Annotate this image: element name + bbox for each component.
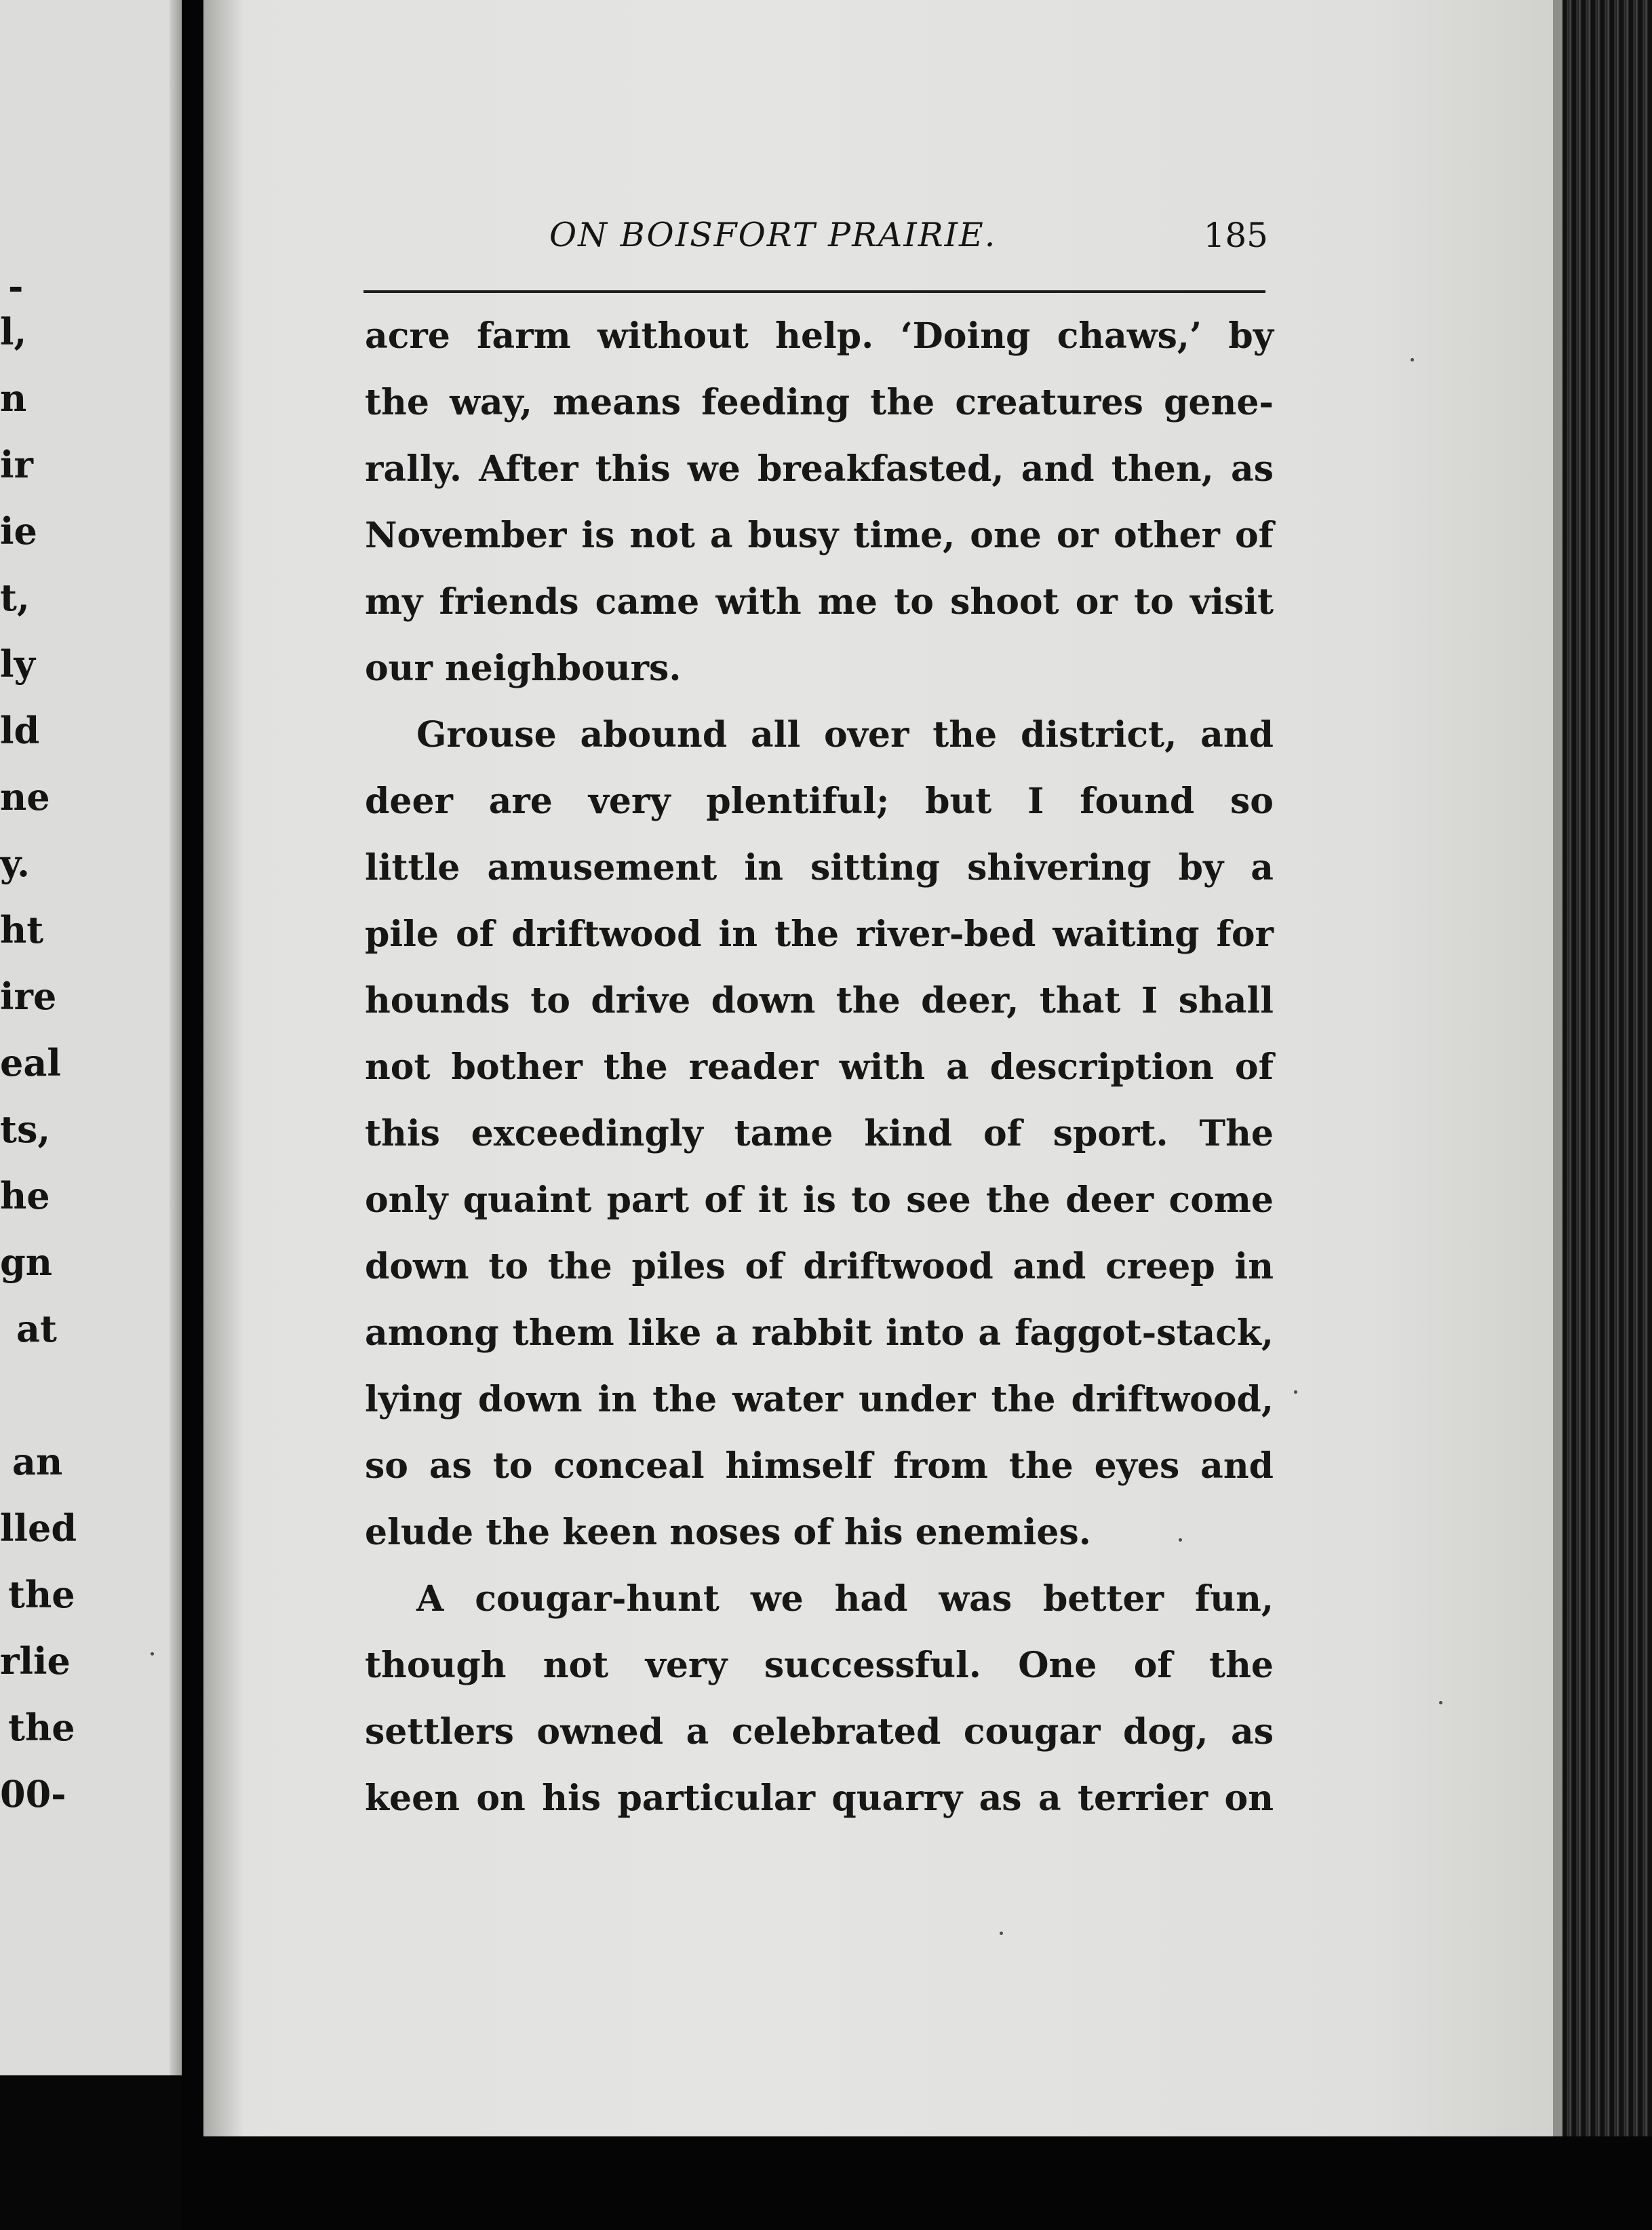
left-page-line: rlie: [0, 1639, 71, 1683]
text-line: pile of driftwood in the river-bed waiting for: [365, 914, 1274, 955]
text-line: little amusement in sitting shivering by a: [365, 847, 1274, 888]
left-page-line: ir: [0, 443, 33, 486]
left-page-line: n: [0, 376, 27, 420]
text-line: though not very successful. One of the: [365, 1645, 1274, 1686]
left-page-line: ie: [0, 509, 37, 553]
paper-speck: [1000, 1932, 1003, 1935]
page-header: [366, 216, 1268, 270]
text-line: down to the piles of driftwood and creep in: [365, 1246, 1274, 1287]
left-page-line: t,: [0, 576, 30, 619]
text-line: acre farm without help. ‘Doing chaws,’ by: [365, 315, 1274, 357]
left-page-line: ht: [0, 908, 44, 952]
paper-speck: [1294, 1390, 1297, 1394]
text-line: lying down in the water under the driftwood,: [365, 1379, 1274, 1420]
text-line: deer are very plentiful; but I found so: [365, 781, 1274, 822]
text-line: this exceedingly tame kind of sport. The: [365, 1113, 1274, 1154]
header-rule: [363, 290, 1265, 293]
text-line: elude the keen noses of his enemies.: [365, 1512, 1091, 1553]
paper-speck: [151, 1652, 154, 1656]
left-page-line: ire: [0, 975, 57, 1018]
page-number: 185: [1203, 216, 1268, 255]
text-line: rally. After this we breakfasted, and then, as: [365, 448, 1274, 490]
text-line: among them like a rabbit into a faggot-stack,: [365, 1312, 1274, 1354]
text-line: my friends came with me to shoot or to visit: [365, 581, 1274, 623]
scan-bottom-edge: [203, 2136, 1652, 2230]
running-head: ON BOISFORT PRAIRIE.: [549, 216, 997, 254]
paper-speck: [1411, 358, 1414, 361]
text-line: Grouse abound all over the district, and: [416, 714, 1274, 756]
left-page-line: ld: [0, 709, 40, 752]
text-line: keen on his particular quarry as a terrier on: [365, 1778, 1274, 1819]
left-page-line: ly: [0, 642, 35, 686]
left-page-line: eal: [0, 1041, 61, 1084]
left-page-line: he: [0, 1174, 50, 1217]
text-line: our neighbours.: [365, 648, 682, 689]
text-line: the way, means feeding the creatures gene-: [365, 382, 1274, 423]
text-line: A cougar-hunt we had was better fun,: [416, 1578, 1274, 1620]
left-page-line: lled: [0, 1506, 77, 1550]
text-line: so as to conceal himself from the eyes and: [365, 1445, 1274, 1487]
text-line: only quaint part of it is to see the deer come: [365, 1179, 1274, 1221]
left-page-line: ne: [0, 775, 50, 819]
left-page-line: ts,: [0, 1108, 51, 1151]
left-page-line: an: [12, 1440, 63, 1483]
left-page-line: the: [8, 1706, 75, 1749]
left-page-line: 00-: [0, 1772, 66, 1816]
left-page-line: y.: [0, 842, 30, 885]
left-page-line: gn: [0, 1240, 53, 1284]
left-page-line: at: [16, 1307, 57, 1350]
left-page-line: l,: [0, 310, 27, 353]
text-line: hounds to drive down the deer, that I shall: [365, 980, 1274, 1021]
left-page-line: the: [8, 1573, 75, 1616]
book-gutter: [182, 0, 203, 2230]
paper-speck: [1179, 1538, 1182, 1542]
text-line: not bother the reader with a description of: [365, 1046, 1274, 1088]
text-line: settlers owned a celebrated cougar dog, as: [365, 1711, 1274, 1753]
left-page-fragment: [0, 0, 182, 2075]
paper-speck: [1439, 1701, 1442, 1704]
text-line: November is not a busy time, one or other of: [365, 515, 1274, 556]
left-page-line: -: [8, 265, 24, 308]
page-edges: [1553, 0, 1652, 2230]
